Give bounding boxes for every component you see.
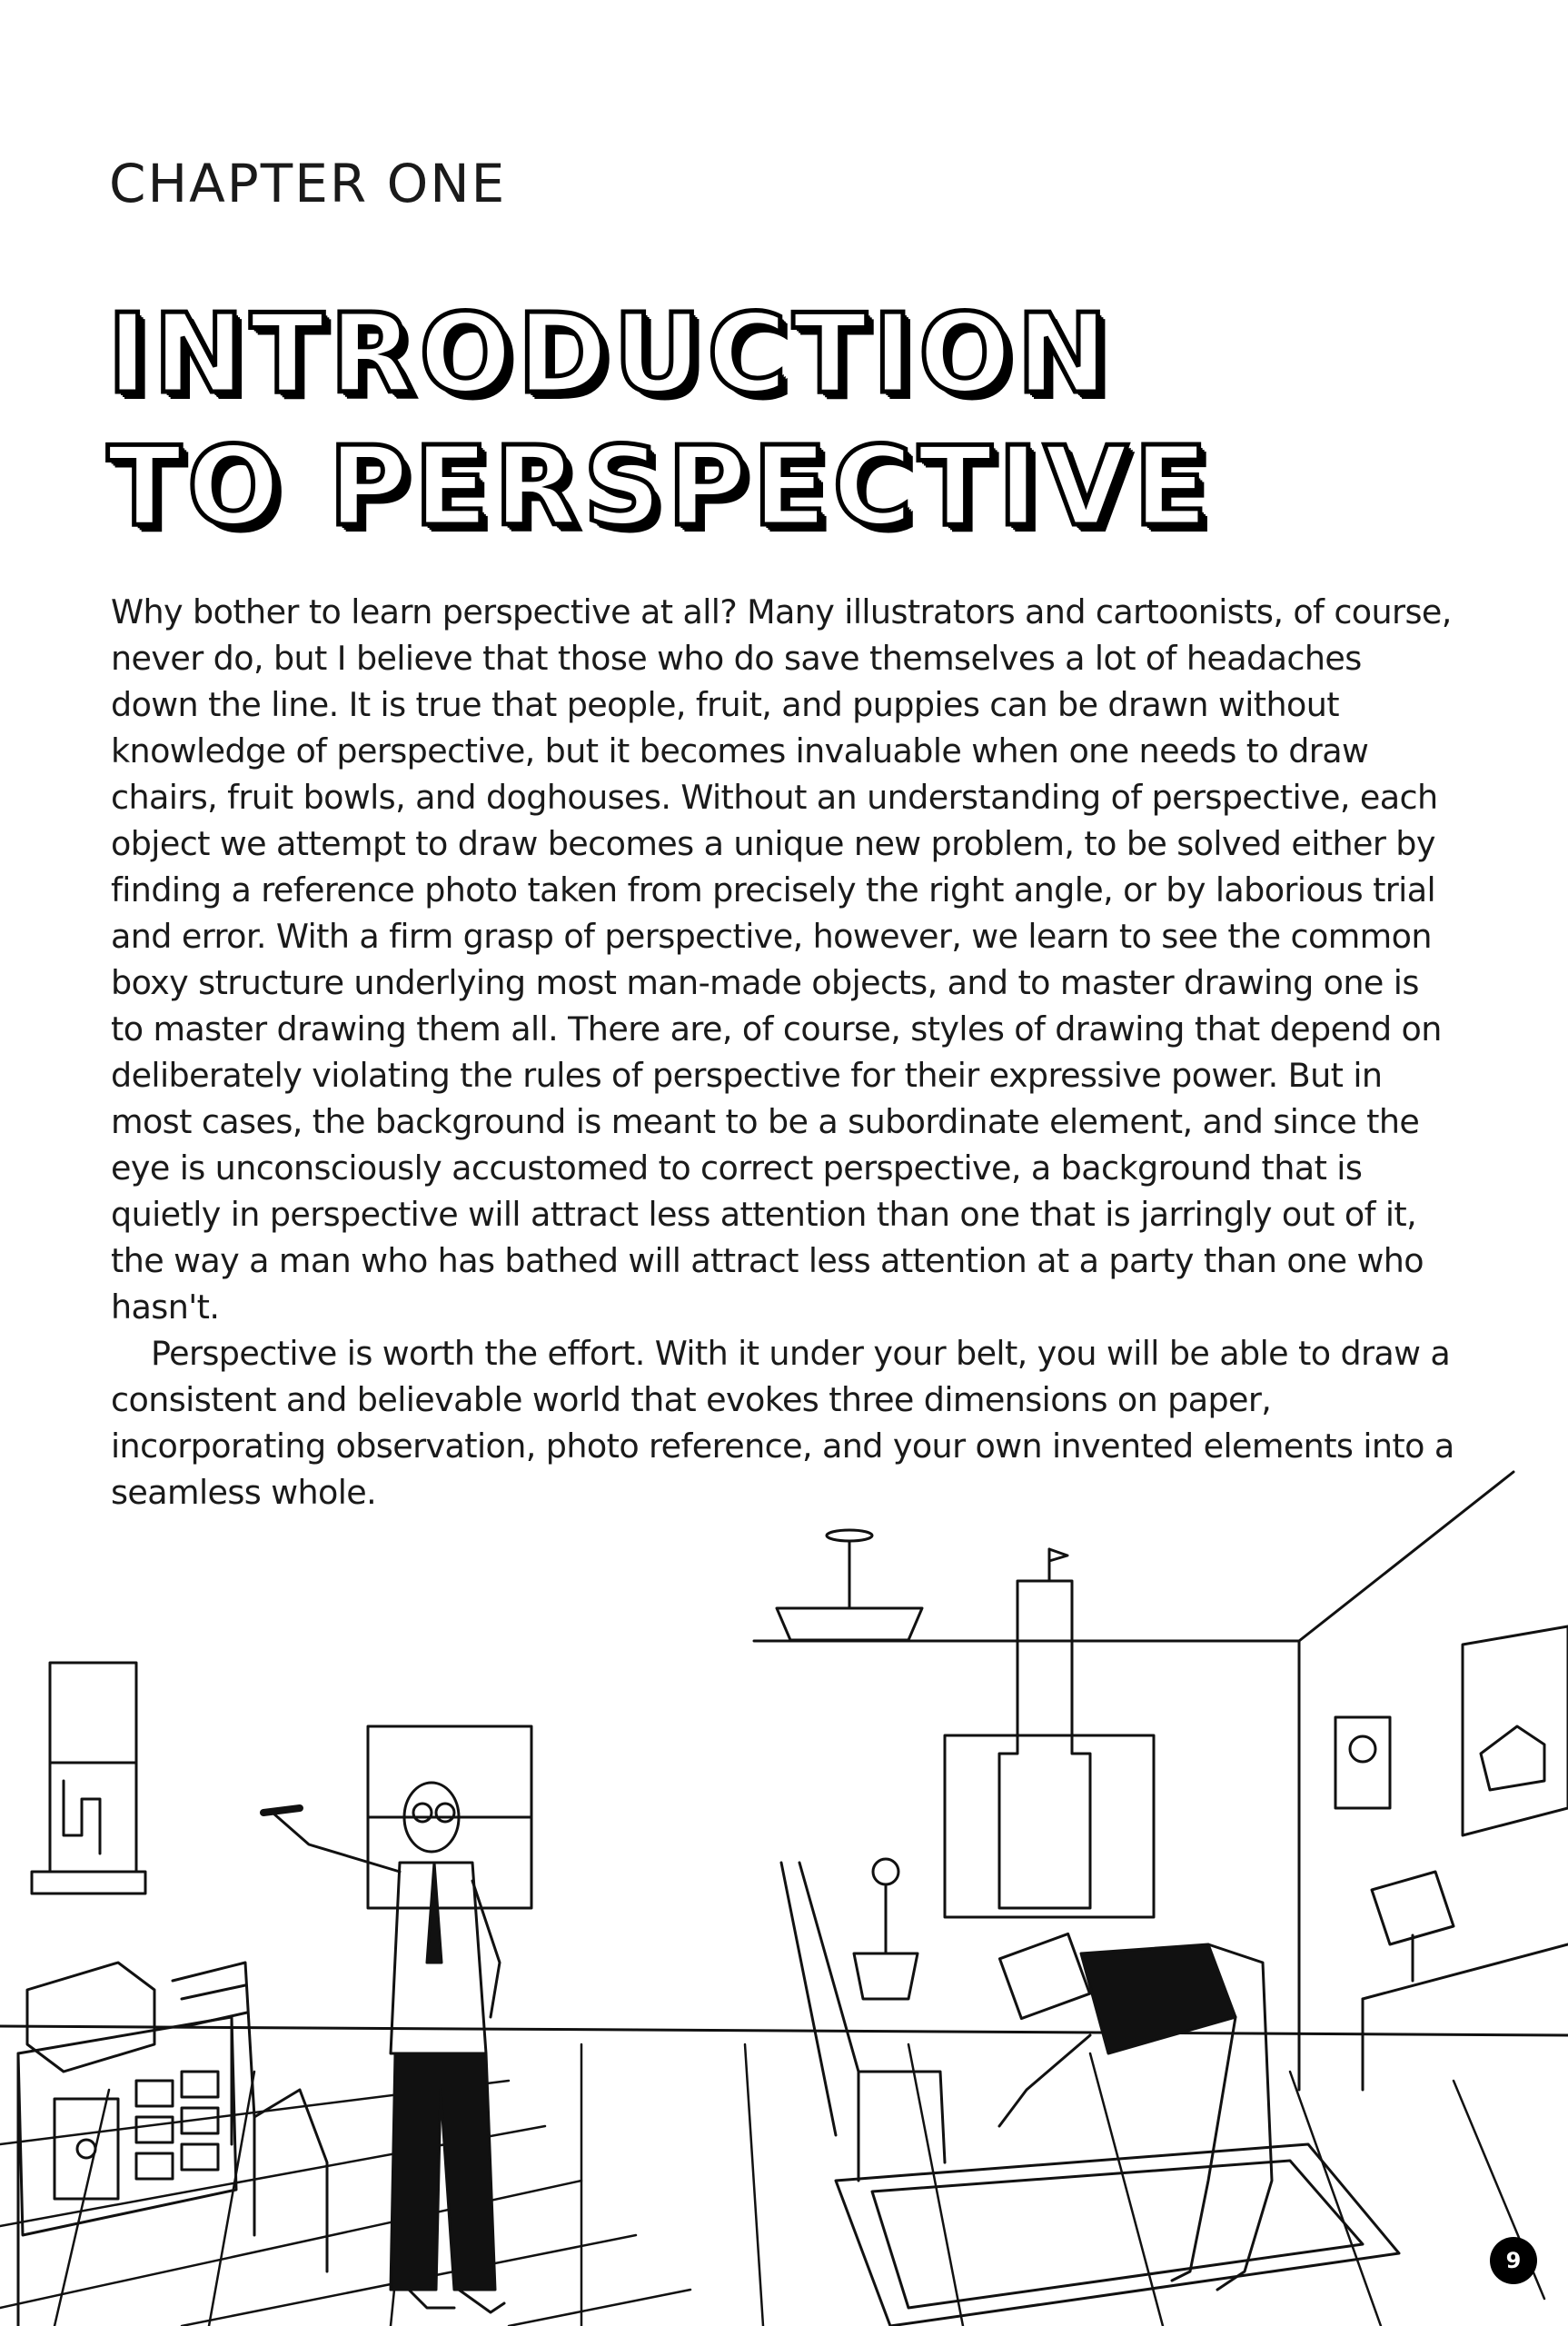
right-window <box>1463 1626 1568 1835</box>
bending-man <box>999 1933 1272 2290</box>
left-chair <box>173 1963 327 2271</box>
side-table-lamp <box>1363 1872 1568 2090</box>
chapter-label: CHAPTER ONE <box>109 153 507 214</box>
skyscraper <box>999 1549 1090 1908</box>
chapter-title <box>107 289 1214 554</box>
chapter-title-line-1: INTRODUCTION <box>107 292 1114 418</box>
body-text <box>111 589 1455 1516</box>
standing-man <box>263 1783 504 2312</box>
paragraph-1: Why bother to learn perspective at all? Many illustrators and cartoonists, of course, never do, but I believe that those who do save themselves a lot of headaches down the line. It is true that people, fruit, and puppies can be drawn without knowledge of perspective, but it becomes invaluable when one needs to draw chairs, fruit bowls, and doghouses. Without an understanding of perspective, each object we attempt to draw becomes a unique new problem, to be solved either by finding a reference photo taken from precisely the right angle, or by laborious trial and error. With a firm grasp of perspective, however, we learn to see the common boxy structure underlying most man-made objects, and to master drawing one is to master drawing them all. There are, of course, styles of drawing that depend on deliberately violating the rules of perspective for their expressive power. But in most cases, the background is meant to be a subordinate element, and since the eye is unconsciously accustomed to correct perspective, a background that is quietly in perspective will attract less attention than one that is jarringly out of it, the way a man who has bathed will attract less attention at a party than one who hasn't. <box>111 592 1452 1327</box>
rug <box>836 2144 1399 2326</box>
portrait-frame <box>1335 1717 1390 1808</box>
page-number: 9 <box>1490 2237 1537 2284</box>
left-window <box>32 1663 145 1894</box>
room-illustration <box>0 1454 1568 2326</box>
dresser <box>18 1963 236 2326</box>
paragraph-2: Perspective is worth the effort. With it under your belt, you will be able to draw a consistent and believable world that evokes three dimensions on paper, incorporating observation, photo reference, and your own invented elements into a seamless whole. <box>111 1334 1454 1512</box>
room-walls <box>0 1472 1568 2090</box>
flower-pot <box>854 1859 918 1999</box>
middle-window <box>368 1726 531 1908</box>
back-window <box>945 1735 1154 1917</box>
chapter-title-line-2: TO PERSPECTIVE <box>107 424 1214 551</box>
right-chair <box>781 1863 945 2181</box>
ceiling-lamp <box>777 1530 922 1640</box>
